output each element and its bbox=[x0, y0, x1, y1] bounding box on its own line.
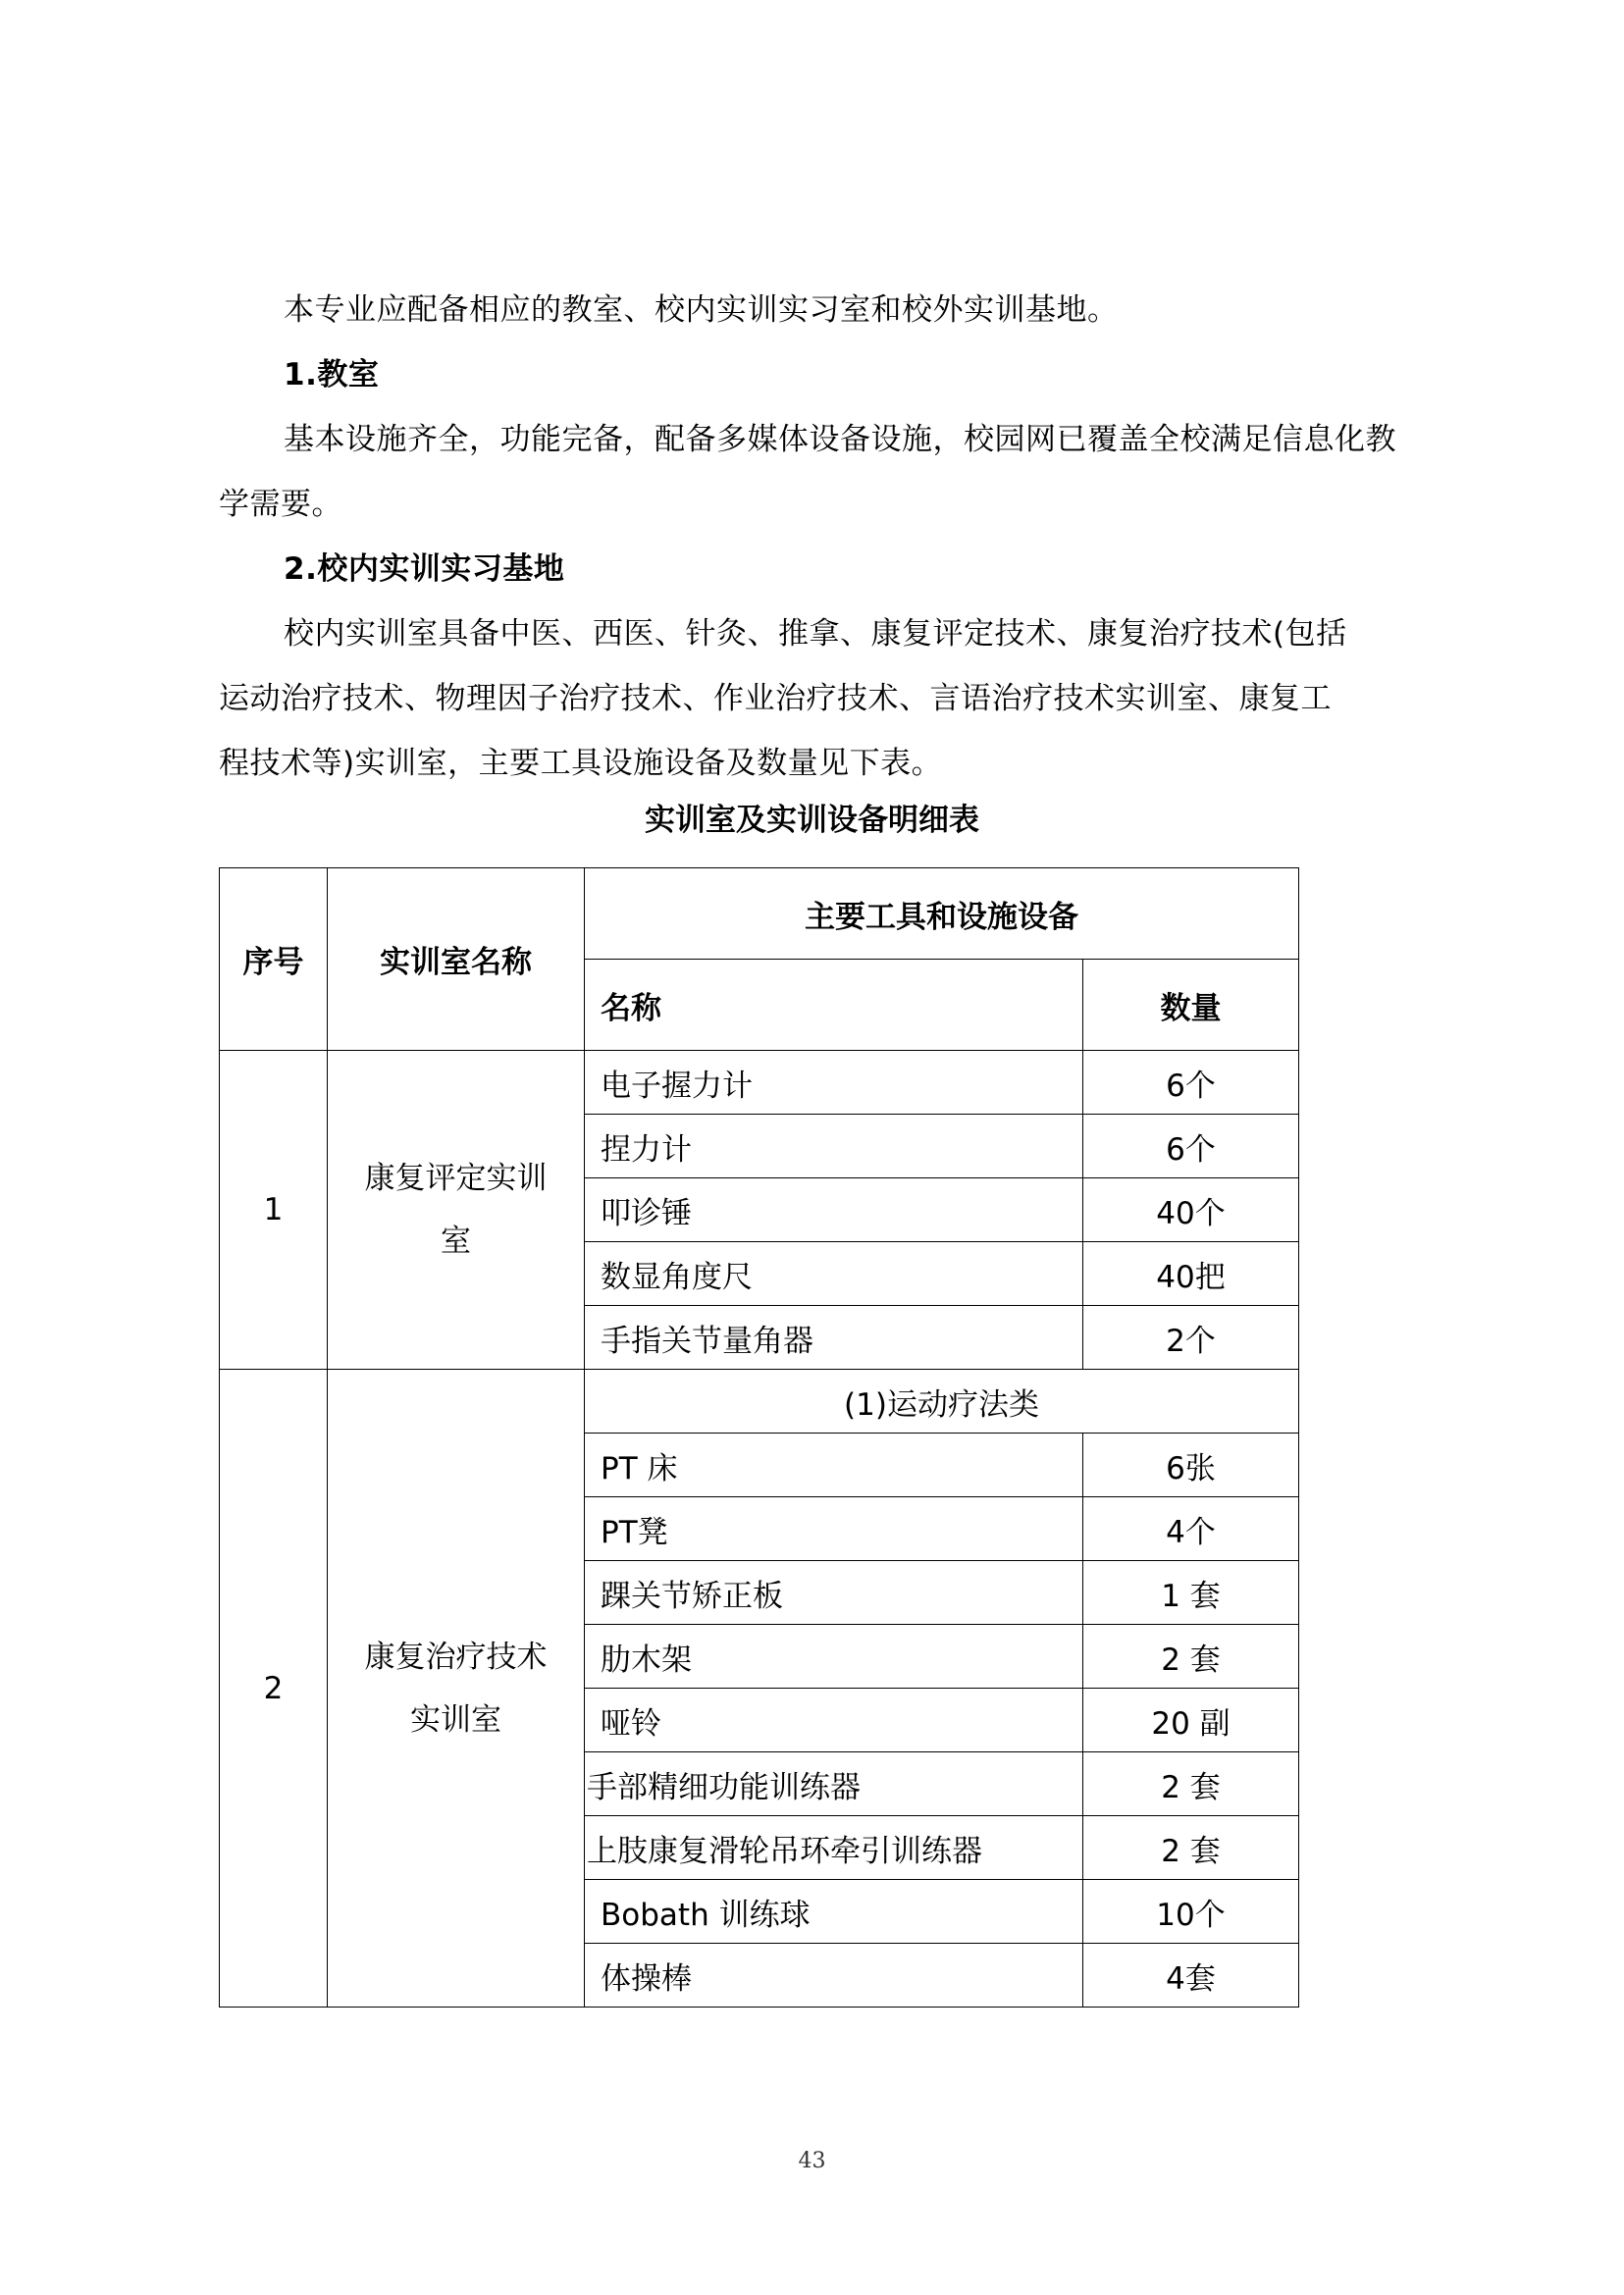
table-row bbox=[220, 1051, 1299, 1115]
table-caption: 实训室及实训设备明细表 bbox=[645, 803, 979, 838]
training-paragraph-line-3: 程技术等)实训室，主要工具设施设备及数量见下表。 bbox=[219, 746, 943, 781]
section-heading-classroom: 1.教室 bbox=[284, 357, 380, 392]
item-name: 捏力计 bbox=[585, 1115, 1083, 1178]
item-name: 叩诊锤 bbox=[585, 1178, 1083, 1242]
room-name-line: 康复治疗技术 bbox=[364, 1639, 548, 1675]
table-row bbox=[220, 1370, 1299, 1434]
page-number: 43 bbox=[798, 2149, 826, 2173]
item-name: 哑铃 bbox=[585, 1689, 1083, 1752]
item-quantity: 2个 bbox=[1083, 1306, 1299, 1370]
intro-paragraph: 本专业应配备相应的教室、校内实训实习室和校外实训基地。 bbox=[284, 292, 1119, 328]
room-name-line: 室 bbox=[441, 1224, 471, 1259]
item-name: 电子握力计 bbox=[585, 1051, 1083, 1115]
room-name-line: 康复评定实训 bbox=[364, 1161, 548, 1196]
training-paragraph-line-2: 运动治疗技术、物理因子治疗技术、作业治疗技术、言语治疗技术实训室、康复工 bbox=[219, 681, 1332, 716]
category-subheading: (1)运动疗法类 bbox=[585, 1370, 1299, 1434]
table-header-row bbox=[220, 868, 1299, 960]
classroom-paragraph-line-1: 基本设施齐全，功能完备，配备多媒体设备设施，校园网已覆盖全校满足信息化教 bbox=[284, 422, 1396, 457]
item-name: 手指关节量角器 bbox=[585, 1306, 1083, 1370]
item-name: 数显角度尺 bbox=[585, 1242, 1083, 1306]
item-name: 上肢康复滑轮吊环牵引训练器 bbox=[585, 1816, 1083, 1880]
item-quantity: 10个 bbox=[1083, 1880, 1299, 1944]
item-name: 踝关节矫正板 bbox=[585, 1561, 1083, 1625]
room-number: 2 bbox=[220, 1370, 328, 2008]
item-quantity: 4套 bbox=[1083, 1944, 1299, 2008]
header-quantity: 数量 bbox=[1083, 960, 1299, 1051]
item-name: PT凳 bbox=[585, 1497, 1083, 1561]
room-name bbox=[328, 1370, 585, 2008]
item-name: 手部精细功能训练器 bbox=[585, 1752, 1083, 1816]
item-name: 体操棒 bbox=[585, 1944, 1083, 2008]
item-name: 肋木架 bbox=[585, 1625, 1083, 1689]
item-quantity: 4个 bbox=[1083, 1497, 1299, 1561]
item-quantity: 2 套 bbox=[1083, 1752, 1299, 1816]
room-number: 1 bbox=[220, 1051, 328, 1370]
item-quantity: 40把 bbox=[1083, 1242, 1299, 1306]
training-paragraph-line-1: 校内实训室具备中医、西医、针灸、推拿、康复评定技术、康复治疗技术(包括 bbox=[284, 616, 1347, 652]
classroom-paragraph-line-2: 学需要。 bbox=[219, 487, 342, 522]
item-name: Bobath 训练球 bbox=[585, 1880, 1083, 1944]
item-quantity: 6个 bbox=[1083, 1115, 1299, 1178]
item-quantity: 2 套 bbox=[1083, 1625, 1299, 1689]
equipment-table bbox=[219, 867, 1299, 2008]
item-quantity: 2 套 bbox=[1083, 1816, 1299, 1880]
room-name bbox=[328, 1051, 585, 1370]
item-name: PT 床 bbox=[585, 1434, 1083, 1497]
header-item-name: 名称 bbox=[585, 960, 1083, 1051]
header-no: 序号 bbox=[220, 868, 328, 1051]
item-quantity: 6个 bbox=[1083, 1051, 1299, 1115]
item-quantity: 20 副 bbox=[1083, 1689, 1299, 1752]
header-main-equipment: 主要工具和设施设备 bbox=[585, 868, 1299, 960]
item-quantity: 1 套 bbox=[1083, 1561, 1299, 1625]
header-room-name: 实训室名称 bbox=[328, 868, 585, 1051]
room-name-line: 实训室 bbox=[410, 1701, 501, 1738]
section-heading-training-base: 2.校内实训实习基地 bbox=[284, 551, 565, 587]
item-quantity: 6张 bbox=[1083, 1434, 1299, 1497]
item-quantity: 40个 bbox=[1083, 1178, 1299, 1242]
